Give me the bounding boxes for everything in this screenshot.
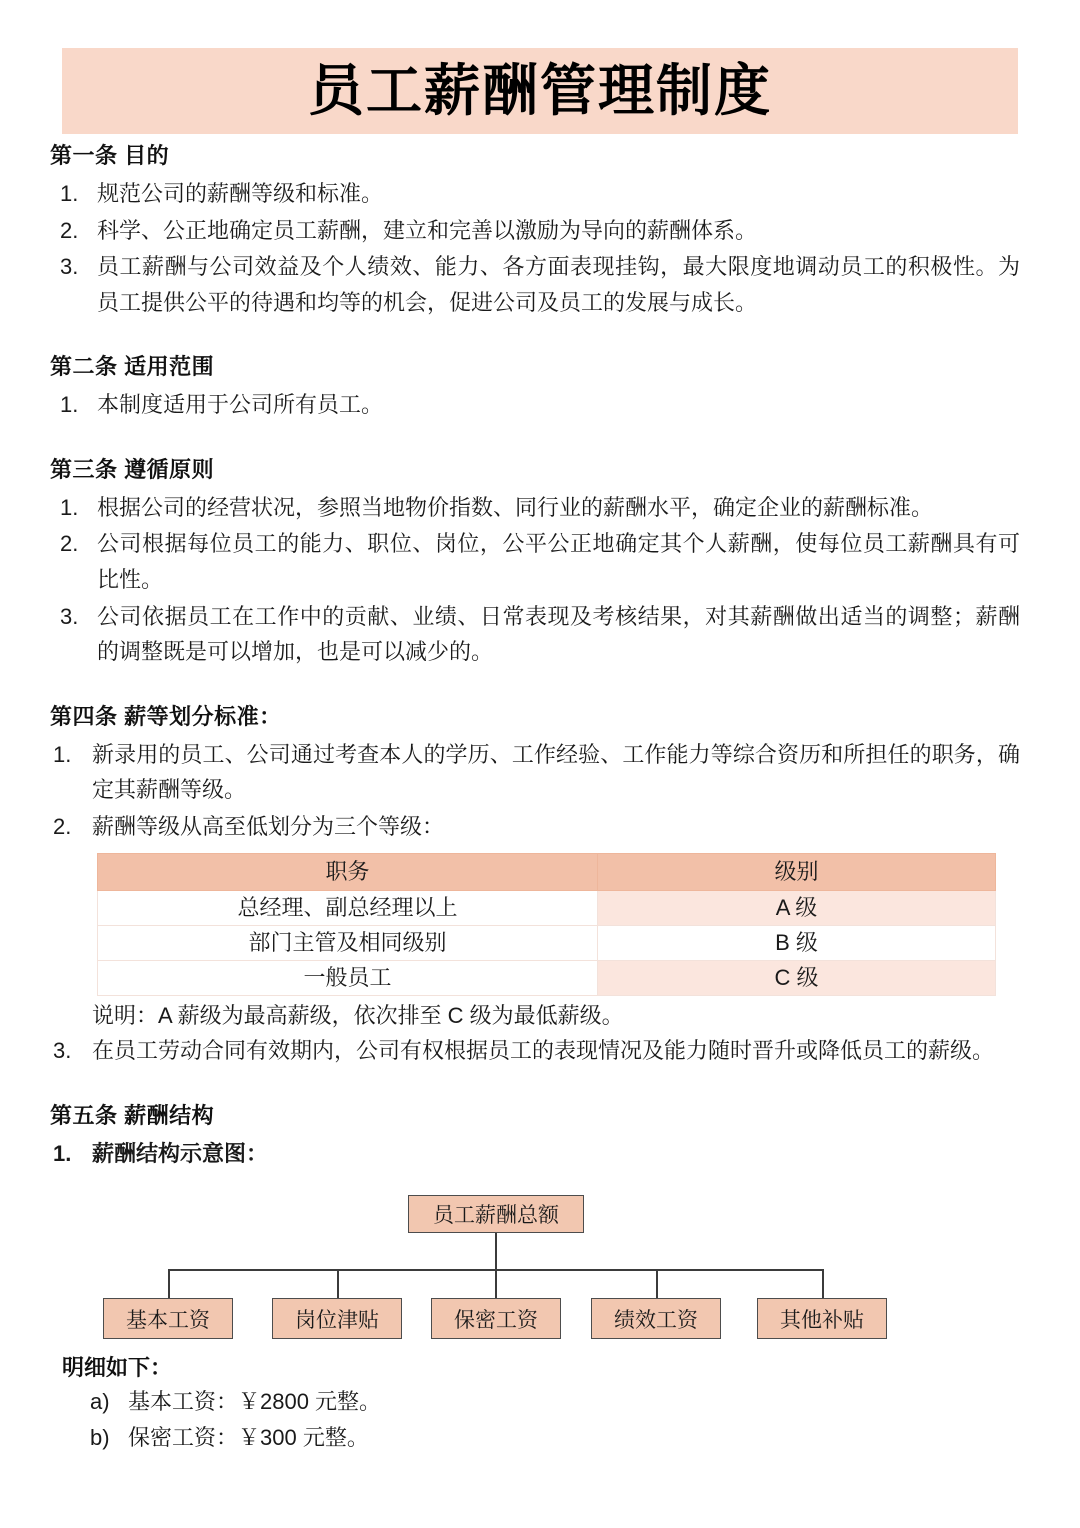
document-title-band [62, 48, 1018, 134]
section-list-2 [0, 387, 1080, 423]
list-marker: 3. [53, 1038, 72, 1064]
grade-table-note: 说明：A 薪级为最高薪级，依次排至 C 级为最低薪级。 [92, 1002, 624, 1028]
cell-grade: B 级 [598, 925, 996, 960]
cell-position: 总经理、副总经理以上 [98, 890, 598, 925]
diagram-edge-child-3 [656, 1269, 658, 1298]
list-item [0, 213, 1080, 249]
list-item [0, 490, 1080, 526]
page-title: 员工薪酬管理制度 [308, 59, 772, 122]
list-text: 规范公司的薪酬等级和标准。 [97, 180, 384, 206]
list-item [0, 809, 1080, 845]
list-item [0, 737, 1080, 808]
section-list-4-part2 [0, 1033, 1080, 1069]
list-text: 公司依据员工在工作中的贡献、业绩、日常表现及考核结果，对其薪酬做出适当的调整；薪酬的调整既是可以增加，也是可以减少的。 [97, 603, 1020, 665]
list-marker: 1. [60, 494, 79, 520]
list-item [0, 526, 1080, 597]
list-text: 科学、公正地确定员工薪酬，建立和完善以激励为导向的薪酬体系。 [97, 217, 758, 243]
list-text: 新录用的员工、公司通过考查本人的学历、工作经验、工作能力等综合资历和所担任的职务，确定其薪酬等级。 [92, 741, 1020, 803]
table-header-row [98, 853, 996, 890]
section-heading-5: 第五条 薪酬结构 [50, 1102, 215, 1128]
list-item [0, 1384, 1080, 1420]
cell-position: 部门主管及相同级别 [98, 925, 598, 960]
cell-position: 一般员工 [98, 960, 598, 995]
diagram-node-root: 员工薪酬总额 [408, 1195, 584, 1233]
section-list-1 [0, 176, 1080, 321]
grade-table-wrapper [97, 853, 995, 996]
section-list-5 [0, 1136, 1080, 1172]
diagram-edge-child-1 [337, 1269, 339, 1298]
list-text: 在员工劳动合同有效期内，公司有权根据员工的表现情况及能力随时晋升或降低员工的薪级。 [92, 1038, 995, 1064]
table-row [98, 960, 996, 995]
list-item [0, 176, 1080, 212]
details-list [0, 1384, 1080, 1455]
document-body [0, 140, 1080, 1456]
list-marker: 2. [60, 531, 79, 557]
list-text: 员工薪酬与公司效益及个人绩效、能力、各方面表现挂钩，最大限度地调动员工的积极性。为员工提供公平的待遇和均等的机会，促进公司及员工的发展与成长。 [97, 254, 1020, 315]
diagram-edge-child-0 [168, 1269, 170, 1298]
list-item [0, 387, 1080, 423]
column-header-grade: 级别 [598, 853, 996, 890]
list-marker: 3. [60, 254, 79, 280]
list-marker: 1. [53, 741, 72, 767]
table-row [98, 925, 996, 960]
list-marker: 2. [53, 814, 72, 840]
section-heading-3: 第三条 遵循原则 [50, 456, 215, 482]
table-row [98, 890, 996, 925]
list-text: 本制度适用于公司所有员工。 [97, 392, 384, 418]
salary-structure-diagram [0, 1185, 1080, 1335]
diagram-edge-root-vertical [495, 1233, 497, 1270]
list-marker: b) [90, 1425, 110, 1451]
cell-grade: C 级 [598, 960, 996, 995]
diagram-node-confidentiality-salary: 保密工资 [431, 1298, 561, 1339]
list-text: 根据公司的经营状况，参照当地物价指数、同行业的薪酬水平，确定企业的薪酬标准。 [97, 494, 934, 520]
list-marker: 1. [53, 1140, 72, 1166]
diagram-node-performance-salary: 绩效工资 [591, 1298, 721, 1339]
list-item [0, 1420, 1080, 1456]
list-item [0, 1033, 1080, 1069]
section-spacer [0, 321, 1080, 351]
section-heading-4: 第四条 薪等划分标准： [50, 703, 282, 729]
diagram-node-base-salary: 基本工资 [103, 1298, 233, 1339]
diagram-node-post-allowance: 岗位津贴 [272, 1298, 402, 1339]
list-text: 保密工资：￥300 元整。 [128, 1425, 369, 1451]
section-heading-2: 第二条 适用范围 [50, 354, 215, 380]
list-marker: 1. [60, 180, 79, 206]
list-marker: 1. [60, 392, 79, 418]
grade-table [97, 853, 996, 996]
list-text: 基本工资：￥2800 元整。 [128, 1389, 382, 1415]
list-marker: 2. [60, 217, 79, 243]
list-marker: 3. [60, 603, 79, 629]
details-heading: 明细如下： [62, 1355, 173, 1381]
list-item [0, 599, 1080, 670]
section-list-4-part1 [0, 737, 1080, 845]
list-item [0, 249, 1080, 320]
section-spacer [0, 424, 1080, 454]
list-marker: a) [90, 1389, 110, 1415]
list-text: 薪酬等级从高至低划分为三个等级： [92, 814, 445, 840]
list-text: 公司根据每位员工的能力、职位、岗位，公平公正地确定其个人薪酬，使每位员工薪酬具有可比性。 [97, 531, 1020, 593]
diagram-edge-child-2 [495, 1269, 497, 1298]
cell-grade: A 级 [598, 890, 996, 925]
list-text: 薪酬结构示意图： [92, 1140, 269, 1166]
column-header-position: 职务 [98, 853, 598, 890]
section-heading-1: 第一条 目的 [50, 143, 170, 168]
diagram-node-other-subsidy: 其他补贴 [757, 1298, 887, 1339]
section-list-3 [0, 490, 1080, 670]
section-spacer [0, 671, 1080, 701]
list-item [0, 1136, 1080, 1172]
diagram-edge-child-4 [822, 1269, 824, 1298]
section-spacer [0, 1070, 1080, 1100]
